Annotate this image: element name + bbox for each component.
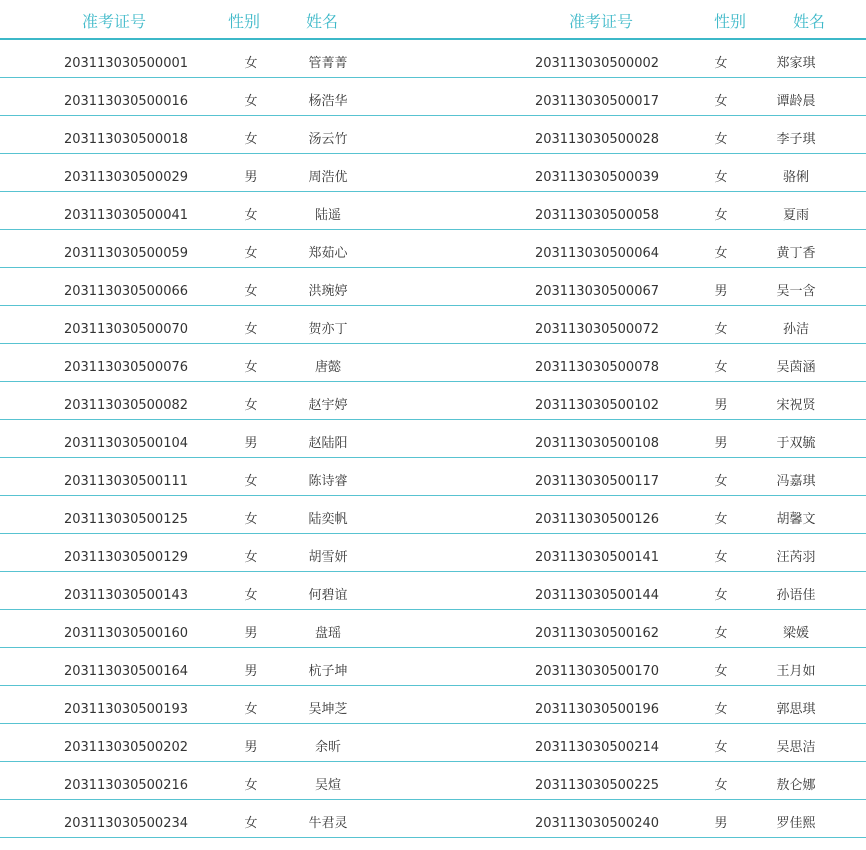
table-row bbox=[0, 268, 866, 306]
table-row bbox=[0, 306, 866, 344]
left-id-cell: 203113030500001 bbox=[63, 56, 189, 71]
table-row bbox=[0, 344, 866, 382]
right-sex-cell: 女 bbox=[714, 626, 728, 641]
left-sex-cell: 男 bbox=[244, 664, 258, 679]
table-row bbox=[0, 800, 866, 838]
left-sex-cell: 女 bbox=[244, 398, 258, 413]
right-sex-cell: 女 bbox=[714, 208, 728, 223]
right-name-cell: 胡馨文 bbox=[776, 512, 816, 527]
header-left-name: 姓名 bbox=[306, 12, 339, 31]
right-name-cell: 郭思琪 bbox=[776, 702, 816, 717]
left-sex-cell: 女 bbox=[244, 550, 258, 565]
right-sex-cell: 女 bbox=[714, 550, 728, 565]
left-sex-cell: 男 bbox=[244, 436, 258, 451]
left-id-cell: 203113030500082 bbox=[63, 398, 189, 413]
left-sex-cell: 女 bbox=[244, 208, 258, 223]
left-sex-cell: 女 bbox=[244, 56, 258, 71]
left-id-cell: 203113030500041 bbox=[63, 208, 189, 223]
right-sex-cell: 女 bbox=[714, 360, 728, 375]
left-id-cell: 203113030500018 bbox=[63, 132, 189, 147]
right-sex-cell: 女 bbox=[714, 740, 728, 755]
table-body bbox=[0, 40, 866, 838]
table-row bbox=[0, 78, 866, 116]
left-id-cell: 203113030500016 bbox=[63, 94, 189, 109]
right-id-cell: 203113030500144 bbox=[534, 588, 660, 603]
table-row bbox=[0, 724, 866, 762]
header-right-id: 准考证号 bbox=[569, 12, 634, 31]
right-sex-cell: 女 bbox=[714, 170, 728, 185]
right-id-cell: 203113030500225 bbox=[534, 778, 660, 793]
left-id-cell: 203113030500076 bbox=[63, 360, 189, 375]
left-name-cell: 吴坤芝 bbox=[308, 702, 348, 717]
table-row bbox=[0, 230, 866, 268]
left-name-cell: 管菁菁 bbox=[308, 56, 348, 71]
left-id-cell: 203113030500160 bbox=[63, 626, 189, 641]
left-sex-cell: 女 bbox=[244, 322, 258, 337]
right-sex-cell: 女 bbox=[714, 56, 728, 71]
table-row bbox=[0, 572, 866, 610]
header-right-sex: 性别 bbox=[714, 12, 747, 31]
right-id-cell: 203113030500067 bbox=[534, 284, 660, 299]
right-id-cell: 203113030500117 bbox=[534, 474, 660, 489]
left-sex-cell: 女 bbox=[244, 816, 258, 831]
left-name-cell: 陆奕帆 bbox=[308, 512, 348, 527]
header-left-id: 准考证号 bbox=[82, 12, 147, 31]
left-id-cell: 203113030500125 bbox=[63, 512, 189, 527]
right-id-cell: 203113030500196 bbox=[534, 702, 660, 717]
left-name-cell: 郑茹心 bbox=[308, 246, 348, 261]
table-row bbox=[0, 534, 866, 572]
right-name-cell: 孙洁 bbox=[782, 322, 809, 337]
right-sex-cell: 女 bbox=[714, 778, 728, 793]
left-name-cell: 杨浩华 bbox=[308, 94, 348, 109]
right-name-cell: 吴茵涵 bbox=[776, 360, 816, 375]
left-sex-cell: 男 bbox=[244, 170, 258, 185]
left-name-cell: 陆遥 bbox=[314, 208, 341, 223]
table-row bbox=[0, 40, 866, 78]
left-id-cell: 203113030500059 bbox=[63, 246, 189, 261]
right-sex-cell: 女 bbox=[714, 474, 728, 489]
right-name-cell: 汪芮羽 bbox=[776, 550, 816, 565]
table-row bbox=[0, 116, 866, 154]
left-sex-cell: 女 bbox=[244, 778, 258, 793]
right-sex-cell: 女 bbox=[714, 664, 728, 679]
right-sex-cell: 女 bbox=[714, 322, 728, 337]
right-sex-cell: 女 bbox=[714, 702, 728, 717]
left-name-cell: 胡雪妍 bbox=[308, 550, 348, 565]
left-id-cell: 203113030500143 bbox=[63, 588, 189, 603]
left-sex-cell: 男 bbox=[244, 740, 258, 755]
left-name-cell: 杭子坤 bbox=[308, 664, 348, 679]
header-left-sex: 性别 bbox=[228, 12, 261, 31]
left-sex-cell: 女 bbox=[244, 474, 258, 489]
left-id-cell: 203113030500066 bbox=[63, 284, 189, 299]
right-sex-cell: 女 bbox=[714, 588, 728, 603]
left-name-cell: 吴煊 bbox=[314, 778, 341, 793]
table-row bbox=[0, 192, 866, 230]
left-id-cell: 203113030500029 bbox=[63, 170, 189, 185]
left-id-cell: 203113030500234 bbox=[63, 816, 189, 831]
right-name-cell: 宋祝贤 bbox=[776, 398, 816, 413]
right-sex-cell: 男 bbox=[714, 436, 728, 451]
right-id-cell: 203113030500162 bbox=[534, 626, 660, 641]
right-id-cell: 203113030500170 bbox=[534, 664, 660, 679]
right-id-cell: 203113030500064 bbox=[534, 246, 660, 261]
left-name-cell: 周浩优 bbox=[308, 170, 348, 185]
left-sex-cell: 女 bbox=[244, 360, 258, 375]
left-name-cell: 赵宇婷 bbox=[308, 398, 348, 413]
left-id-cell: 203113030500104 bbox=[63, 436, 189, 451]
table-row bbox=[0, 458, 866, 496]
right-sex-cell: 男 bbox=[714, 816, 728, 831]
right-id-cell: 203113030500126 bbox=[534, 512, 660, 527]
left-name-cell: 何碧谊 bbox=[308, 588, 348, 603]
left-sex-cell: 女 bbox=[244, 94, 258, 109]
right-sex-cell: 女 bbox=[714, 512, 728, 527]
right-name-cell: 孙语佳 bbox=[776, 588, 816, 603]
right-sex-cell: 女 bbox=[714, 246, 728, 261]
right-id-cell: 203113030500017 bbox=[534, 94, 660, 109]
left-name-cell: 贺亦丁 bbox=[308, 322, 348, 337]
left-id-cell: 203113030500193 bbox=[63, 702, 189, 717]
table-row bbox=[0, 496, 866, 534]
left-name-cell: 洪琬婷 bbox=[308, 284, 348, 299]
right-id-cell: 203113030500072 bbox=[534, 322, 660, 337]
right-sex-cell: 男 bbox=[714, 284, 728, 299]
right-id-cell: 203113030500214 bbox=[534, 740, 660, 755]
left-sex-cell: 女 bbox=[244, 702, 258, 717]
right-name-cell: 吴一含 bbox=[776, 284, 816, 299]
table-row bbox=[0, 648, 866, 686]
right-name-cell: 王月如 bbox=[776, 664, 816, 679]
left-id-cell: 203113030500164 bbox=[63, 664, 189, 679]
right-name-cell: 夏雨 bbox=[782, 208, 809, 223]
right-name-cell: 黄丁香 bbox=[776, 246, 816, 261]
right-id-cell: 203113030500078 bbox=[534, 360, 660, 375]
right-id-cell: 203113030500102 bbox=[534, 398, 660, 413]
header-right-name: 姓名 bbox=[793, 12, 826, 31]
left-sex-cell: 女 bbox=[244, 588, 258, 603]
right-name-cell: 吴思洁 bbox=[776, 740, 816, 755]
table-row bbox=[0, 762, 866, 800]
right-name-cell: 谭龄晨 bbox=[776, 94, 816, 109]
left-name-cell: 汤云竹 bbox=[308, 132, 348, 147]
left-name-cell: 盘瑶 bbox=[314, 626, 341, 641]
left-sex-cell: 女 bbox=[244, 512, 258, 527]
table-row bbox=[0, 686, 866, 724]
right-id-cell: 203113030500058 bbox=[534, 208, 660, 223]
right-name-cell: 罗佳熙 bbox=[776, 816, 816, 831]
table-row bbox=[0, 420, 866, 458]
table-row bbox=[0, 154, 866, 192]
right-id-cell: 203113030500108 bbox=[534, 436, 660, 451]
right-id-cell: 203113030500039 bbox=[534, 170, 660, 185]
right-id-cell: 203113030500141 bbox=[534, 550, 660, 565]
right-name-cell: 郑家琪 bbox=[776, 56, 816, 71]
left-sex-cell: 女 bbox=[244, 284, 258, 299]
right-id-cell: 203113030500002 bbox=[534, 56, 660, 71]
right-id-cell: 203113030500240 bbox=[534, 816, 660, 831]
left-name-cell: 牛君灵 bbox=[308, 816, 348, 831]
left-id-cell: 203113030500129 bbox=[63, 550, 189, 565]
left-sex-cell: 男 bbox=[244, 626, 258, 641]
right-sex-cell: 女 bbox=[714, 94, 728, 109]
left-name-cell: 余昕 bbox=[314, 740, 341, 755]
right-name-cell: 李子琪 bbox=[776, 132, 816, 147]
left-id-cell: 203113030500202 bbox=[63, 740, 189, 755]
left-name-cell: 唐懿 bbox=[314, 360, 341, 375]
right-sex-cell: 男 bbox=[714, 398, 728, 413]
left-id-cell: 203113030500216 bbox=[63, 778, 189, 793]
left-sex-cell: 女 bbox=[244, 132, 258, 147]
left-sex-cell: 女 bbox=[244, 246, 258, 261]
right-name-cell: 于双毓 bbox=[776, 436, 816, 451]
right-name-cell: 梁媛 bbox=[782, 626, 809, 641]
table-row bbox=[0, 610, 866, 648]
right-sex-cell: 女 bbox=[714, 132, 728, 147]
right-name-cell: 冯嘉琪 bbox=[776, 474, 816, 489]
left-name-cell: 赵陆阳 bbox=[308, 436, 348, 451]
left-id-cell: 203113030500070 bbox=[63, 322, 189, 337]
left-name-cell: 陈诗睿 bbox=[308, 474, 348, 489]
right-name-cell: 敖仑娜 bbox=[776, 778, 816, 793]
table-header bbox=[0, 0, 866, 40]
right-name-cell: 骆俐 bbox=[782, 170, 809, 185]
right-id-cell: 203113030500028 bbox=[534, 132, 660, 147]
left-id-cell: 203113030500111 bbox=[63, 474, 189, 489]
table-row bbox=[0, 382, 866, 420]
